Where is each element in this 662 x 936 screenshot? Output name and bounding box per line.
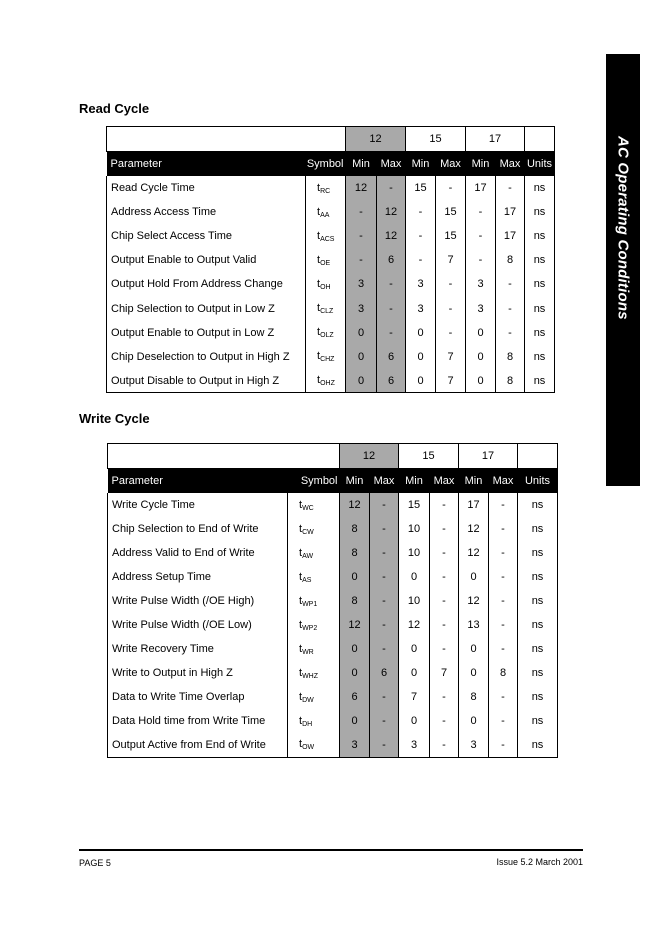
symbol-letter: t [299,690,303,703]
min-value: 0 [459,709,489,733]
max-value: - [489,733,518,757]
symbol [306,200,346,224]
parameter-name: Address Access Time [107,200,306,224]
max-value: 8 [489,661,518,685]
footer-rule [79,849,583,851]
table-row [108,637,558,661]
max-value: - [370,613,399,637]
column-header: Max [436,152,466,177]
column-header-row [107,152,555,177]
parameter-name: Address Setup Time [108,565,288,589]
symbol-subscript: DW [302,696,314,704]
column-header: Symbol [306,152,346,177]
units: ns [518,565,558,589]
max-value: 7 [436,369,466,393]
symbol-subscript: ACS [320,235,335,243]
min-value: 0 [346,369,377,393]
symbol-subscript: OH [320,283,331,291]
min-value: 3 [399,733,430,757]
max-value: - [370,589,399,613]
max-value: - [370,541,399,565]
parameter-name: Output Disable to Output in High Z [107,369,306,393]
column-header: Parameter [107,152,306,177]
units: ns [518,661,558,685]
min-value: 13 [459,613,489,637]
min-value: 0 [399,661,430,685]
max-value: - [496,272,525,296]
table-row [108,589,558,613]
min-value: 12 [340,613,370,637]
max-value: - [370,493,399,517]
symbol-subscript: OLZ [320,332,334,340]
min-value: 15 [406,176,436,200]
max-value: - [489,565,518,589]
symbol-letter: t [299,642,303,655]
min-value: 8 [459,685,489,709]
table-row [108,541,558,565]
min-value: 0 [466,345,496,369]
min-value: - [466,224,496,248]
symbol-subscript: WC [302,504,314,512]
min-value: 8 [340,517,370,541]
max-value: - [430,517,459,541]
table-row [108,685,558,709]
parameter-name: Chip Select Access Time [107,224,306,248]
table-row [108,493,558,517]
column-header: Min [406,152,436,177]
symbol [306,176,346,200]
min-value: 0 [459,565,489,589]
symbol-letter: t [317,350,321,363]
max-value: - [430,709,459,733]
column-header: Min [340,469,370,494]
symbol-letter: t [299,738,303,751]
symbol-letter: t [317,181,321,194]
min-value: - [466,200,496,224]
max-value: - [430,637,459,661]
units: ns [525,224,555,248]
symbol-subscript: WR [302,648,314,656]
min-value: 10 [399,517,430,541]
units: ns [518,685,558,709]
max-value: - [489,709,518,733]
speed-grade-12: 12 [346,127,406,152]
units: ns [525,321,555,345]
symbol-subscript: CLZ [320,308,334,316]
side-tab [606,54,640,486]
max-value: - [489,589,518,613]
max-value: - [377,296,406,320]
min-value: 3 [459,733,489,757]
max-value: - [370,637,399,661]
speed-grade-row [108,444,558,469]
symbol [288,733,340,757]
units: ns [518,517,558,541]
parameter-name: Output Hold From Address Change [107,272,306,296]
symbol [306,345,346,369]
parameter-name: Chip Deselection to Output in High Z [107,345,306,369]
min-value: 0 [459,637,489,661]
max-value: 8 [496,369,525,393]
max-value: 6 [377,248,406,272]
symbol [288,685,340,709]
symbol [288,589,340,613]
max-value: - [489,541,518,565]
min-value: 0 [346,321,377,345]
column-header: Max [496,152,525,177]
table-row [108,565,558,589]
min-value: 0 [346,345,377,369]
symbol-letter: t [299,618,303,631]
units: ns [525,272,555,296]
max-value: - [377,272,406,296]
symbol [306,369,346,393]
table-row [107,345,555,369]
min-value: 0 [399,709,430,733]
column-header: Max [430,469,459,494]
min-value: 3 [346,272,377,296]
symbol-letter: t [299,570,303,583]
symbol [306,272,346,296]
symbol-subscript: AA [320,211,330,219]
min-value: 0 [340,661,370,685]
blank-cell [108,444,340,469]
parameter-name: Chip Selection to Output in Low Z [107,296,306,320]
symbol-letter: t [299,594,303,607]
min-value: 12 [340,493,370,517]
min-value: 10 [399,541,430,565]
max-value: - [496,296,525,320]
symbol-subscript: WP1 [302,600,318,608]
min-value: - [406,200,436,224]
max-value: - [489,613,518,637]
units: ns [518,589,558,613]
speed-grade-12: 12 [340,444,399,469]
min-value: 0 [340,565,370,589]
units: ns [518,541,558,565]
symbol-subscript: WP2 [302,624,318,632]
table-row [108,733,558,757]
max-value: - [496,321,525,345]
parameter-name: Output Enable to Output Valid [107,248,306,272]
symbol-letter: t [299,666,303,679]
blank-cell [107,127,346,152]
min-value: - [466,248,496,272]
max-value: 12 [377,224,406,248]
symbol-subscript: DH [302,720,313,728]
min-value: 7 [399,685,430,709]
min-value: 3 [346,296,377,320]
min-value: 0 [406,321,436,345]
max-value: 17 [496,200,525,224]
symbol-subscript: CHZ [320,356,335,364]
min-value: 0 [466,369,496,393]
column-header: Min [466,152,496,177]
min-value: 0 [459,661,489,685]
max-value: 8 [496,345,525,369]
parameter-name: Chip Selection to End of Write [108,517,288,541]
table-row [108,613,558,637]
min-value: 12 [346,176,377,200]
max-value: 15 [436,200,466,224]
min-value: 12 [459,541,489,565]
parameter-name: Write Recovery Time [108,637,288,661]
min-value: 3 [406,296,436,320]
max-value: 7 [436,248,466,272]
max-value: - [370,733,399,757]
blank-cell [518,444,558,469]
column-header: Units [518,469,558,494]
table-row [107,321,555,345]
table-row [108,709,558,733]
side-tab-label: AC Operating Conditions [614,136,632,320]
read-cycle-title: Read Cycle [79,101,150,116]
symbol-letter: t [317,253,321,266]
min-value: - [346,200,377,224]
column-header: Max [489,469,518,494]
min-value: 0 [406,345,436,369]
max-value: 8 [496,248,525,272]
min-value: 0 [406,369,436,393]
units: ns [518,613,558,637]
parameter-name: Data Hold time from Write Time [108,709,288,733]
max-value: - [430,493,459,517]
min-value: 6 [340,685,370,709]
parameter-name: Address Valid to End of Write [108,541,288,565]
symbol-letter: t [299,522,303,535]
page-number: PAGE 5 [79,858,111,868]
max-value: - [436,176,466,200]
max-value: - [430,733,459,757]
min-value: 15 [399,493,430,517]
symbol-letter: t [317,205,321,218]
speed-grade-row [107,127,555,152]
min-value: - [346,248,377,272]
min-value: 12 [399,613,430,637]
table-row [107,200,555,224]
max-value: 7 [430,661,459,685]
units: ns [525,369,555,393]
min-value: 3 [466,296,496,320]
max-value: - [430,541,459,565]
symbol [288,541,340,565]
symbol [288,517,340,541]
speed-grade-15: 15 [399,444,459,469]
symbol [288,565,340,589]
max-value: 7 [436,345,466,369]
parameter-name: Write Cycle Time [108,493,288,517]
speed-grade-17: 17 [459,444,518,469]
symbol [288,661,340,685]
max-value: - [489,637,518,661]
max-value: - [430,685,459,709]
column-header: Parameter [108,469,288,494]
min-value: 12 [459,517,489,541]
symbol-subscript: OHZ [320,380,335,388]
column-header: Max [370,469,399,494]
speed-grade-17: 17 [466,127,525,152]
symbol-letter: t [317,277,321,290]
symbol-subscript: OW [302,744,315,752]
column-header: Min [346,152,377,177]
table-row [107,296,555,320]
min-value: 0 [399,637,430,661]
table-row [107,176,555,200]
symbol-subscript: CW [302,528,314,536]
min-value: 8 [340,541,370,565]
symbol [306,248,346,272]
issue-date: Issue 5.2 March 2001 [496,857,583,867]
max-value: - [370,709,399,733]
units: ns [518,493,558,517]
min-value: - [406,248,436,272]
min-value: 10 [399,589,430,613]
symbol-subscript: WHZ [302,672,319,680]
column-header: Min [399,469,430,494]
symbol-letter: t [317,374,321,387]
column-header-row [108,469,558,494]
symbol [288,493,340,517]
table-row [107,369,555,393]
units: ns [525,176,555,200]
units: ns [518,709,558,733]
symbol-letter: t [299,714,303,727]
column-header: Min [459,469,489,494]
symbol-subscript: RC [320,187,331,195]
column-header: Max [377,152,406,177]
symbol [288,637,340,661]
symbol-subscript: OE [320,259,331,267]
max-value: - [430,565,459,589]
min-value: 0 [340,709,370,733]
units: ns [518,733,558,757]
symbol-letter: t [317,326,321,339]
parameter-name: Write Pulse Width (/OE Low) [108,613,288,637]
blank-cell [525,127,555,152]
max-value: - [377,176,406,200]
max-value: - [496,176,525,200]
max-value: - [430,589,459,613]
parameter-name: Output Enable to Output in Low Z [107,321,306,345]
max-value: - [370,685,399,709]
symbol-letter: t [299,546,303,559]
symbol [306,224,346,248]
min-value: 17 [466,176,496,200]
max-value: - [489,517,518,541]
read-cycle-table [106,126,555,393]
max-value: - [489,685,518,709]
column-header: Units [525,152,555,177]
max-value: - [489,493,518,517]
symbol-subscript: AS [302,576,312,584]
units: ns [525,296,555,320]
table-row [107,272,555,296]
min-value: 0 [399,565,430,589]
max-value: 6 [377,369,406,393]
max-value: 12 [377,200,406,224]
parameter-name: Write to Output in High Z [108,661,288,685]
max-value: 15 [436,224,466,248]
units: ns [525,345,555,369]
min-value: 0 [466,321,496,345]
table-row [107,248,555,272]
max-value: - [436,272,466,296]
symbol [306,296,346,320]
symbol-subscript: AW [302,552,314,560]
symbol [306,321,346,345]
min-value: 8 [340,589,370,613]
table-row [108,661,558,685]
table-row [108,517,558,541]
max-value: - [430,613,459,637]
min-value: 3 [340,733,370,757]
parameter-name: Output Active from End of Write [108,733,288,757]
symbol-letter: t [317,229,321,242]
write-cycle-title: Write Cycle [79,411,150,426]
write-cycle-table [107,443,558,758]
symbol-letter: t [299,498,303,511]
units: ns [525,248,555,272]
max-value: - [436,321,466,345]
min-value: 3 [406,272,436,296]
column-header: Symbol [288,469,340,494]
max-value: - [370,565,399,589]
parameter-name: Read Cycle Time [107,176,306,200]
min-value: 3 [466,272,496,296]
max-value: - [436,296,466,320]
max-value: - [370,517,399,541]
units: ns [518,637,558,661]
units: ns [525,200,555,224]
symbol [288,613,340,637]
max-value: - [377,321,406,345]
max-value: 6 [370,661,399,685]
max-value: 17 [496,224,525,248]
parameter-name: Data to Write Time Overlap [108,685,288,709]
min-value: - [406,224,436,248]
symbol [288,709,340,733]
min-value: 0 [340,637,370,661]
symbol-letter: t [317,302,321,315]
table-row [107,224,555,248]
min-value: 12 [459,589,489,613]
speed-grade-15: 15 [406,127,466,152]
max-value: 6 [377,345,406,369]
min-value: 17 [459,493,489,517]
min-value: - [346,224,377,248]
parameter-name: Write Pulse Width (/OE High) [108,589,288,613]
